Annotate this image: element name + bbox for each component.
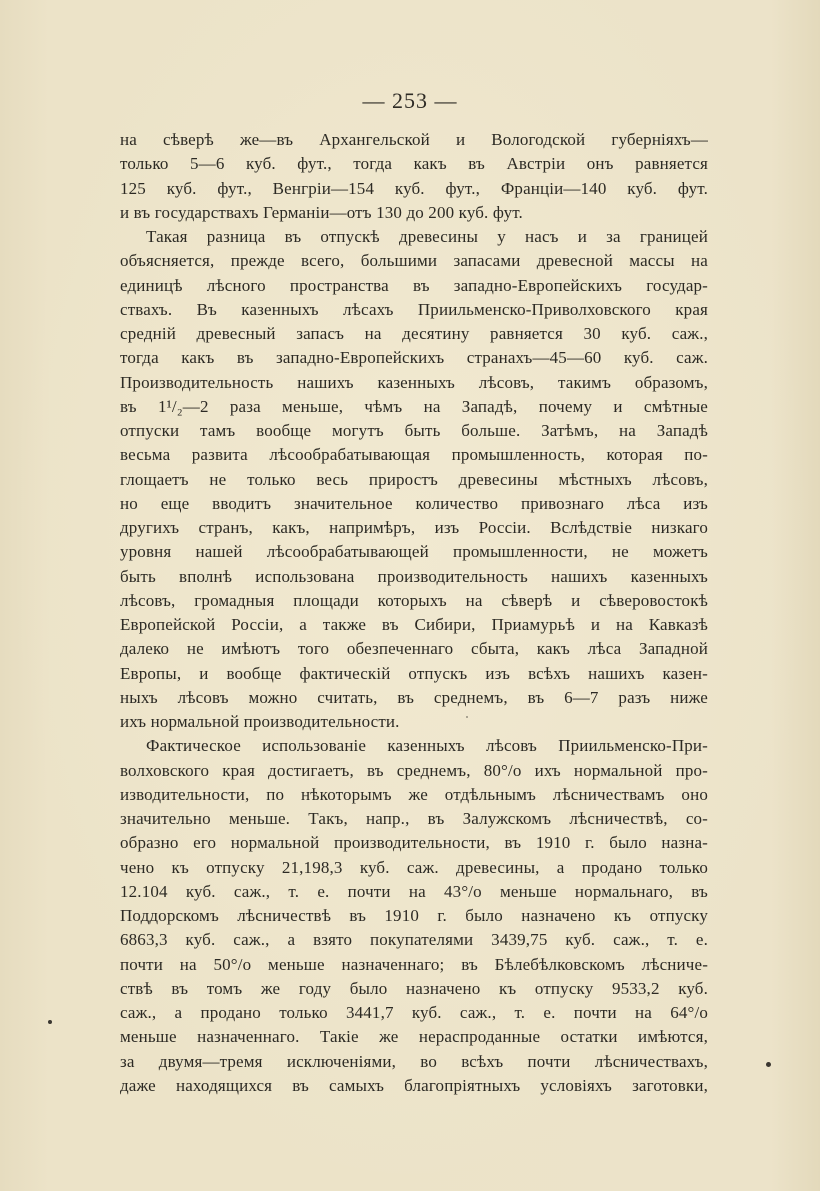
text-line: Производительность нашихъ казенныхъ лѣсовъ, такимъ образомъ, bbox=[120, 372, 708, 392]
text-line: единицѣ лѣсного пространства въ западно-Европейскихъ государ- bbox=[120, 275, 708, 295]
text-line: 12.104 куб. саж., т. е. почти на 43°/о меньше нормальнаго, въ bbox=[120, 881, 708, 901]
text-line: ствѣ въ томъ же году было назначено къ отпуску 9533,2 куб. bbox=[120, 978, 708, 998]
text-line: и въ государствахъ Германіи—отъ 130 до 200 куб. фут. bbox=[120, 202, 523, 222]
paragraph-2 bbox=[120, 225, 708, 734]
text-line: объясняется, прежде всего, большими запасами древесной массы на bbox=[120, 251, 708, 271]
text-line: Поддорскомъ лѣсничествѣ въ 1910 г. было назначено къ отпуску bbox=[120, 906, 708, 925]
ink-speck bbox=[766, 1062, 771, 1067]
text-line: весьма развита лѣсообрабатывающая промышленность, которая по- bbox=[120, 445, 708, 465]
text-line: только 5—6 куб. фут., тогда какъ въ Австріи онъ равняется bbox=[120, 154, 708, 174]
text-line: ихъ нормальной производительности. bbox=[120, 712, 400, 731]
text-line: въ 1¹/₂—2 раза меньше, чѣмъ на Западѣ, почему и смѣтные bbox=[120, 396, 708, 416]
text-line: другихъ странъ, какъ, напримѣръ, изъ Россіи. Вслѣдствіе низкаго bbox=[120, 518, 708, 537]
text-line: даже находящихся въ самыхъ благопріятныхъ условіяхъ заготовки, bbox=[120, 1075, 708, 1095]
text-line: 125 куб. фут., Венгріи—154 куб. фут., Франціи—140 куб. фут. bbox=[120, 178, 708, 198]
text-line: далеко не имѣютъ того обезпеченнаго сбыта, какъ лѣса Западной bbox=[120, 639, 708, 659]
text-line: средній древесный запасъ на десятину равняется 30 куб. саж., bbox=[120, 324, 708, 343]
text-line: за двумя—тремя исключеніями, во всѣхъ почти лѣсничествахъ, bbox=[120, 1051, 708, 1071]
text-line: 6863,3 куб. саж., а взято покупателями 3439,75 куб. саж., т. е. bbox=[120, 930, 708, 950]
text-line: почти на 50°/о меньше назначеннаго; въ Бѣлебѣлковскомъ лѣсниче- bbox=[120, 954, 708, 974]
text-line: изводительности, по нѣкоторымъ же отдѣльнымъ лѣсничествамъ оно bbox=[120, 784, 708, 804]
text-line: лѣсовъ, громадныя площади которыхъ на сѣверѣ и сѣверовостокѣ bbox=[120, 590, 708, 610]
text-line: саж., а продано только 3441,7 куб. саж., т. е. почти на 64°/о bbox=[120, 1003, 708, 1022]
text-line: Такая разница въ отпускѣ древесины у насъ и за границей bbox=[146, 227, 708, 246]
ink-speck bbox=[48, 1020, 52, 1024]
ink-speck bbox=[466, 716, 468, 718]
text-line: глощаетъ не только весь приростъ древесины мѣстныхъ лѣсовъ, bbox=[120, 469, 708, 489]
text-line: уровня нашей лѣсообрабатывающей промышленности, не можетъ bbox=[120, 542, 708, 562]
text-line: Фактическое использованіе казенныхъ лѣсовъ Приильменско-При- bbox=[146, 736, 708, 756]
text-line: ствахъ. Въ казенныхъ лѣсахъ Приильменско-Приволховского края bbox=[120, 299, 708, 319]
text-line: Европейской Россіи, а также въ Сибири, Приамурьѣ и на Кавказѣ bbox=[120, 615, 708, 634]
text-line: Европы, и вообще фактическій отпускъ изъ всѣхъ нашихъ казен- bbox=[120, 663, 708, 683]
text-line: тогда какъ въ западно-Европейскихъ странахъ—45—60 куб. саж. bbox=[120, 348, 708, 368]
text-line: ныхъ лѣсовъ можно считать, въ среднемъ, въ 6—7 разъ ниже bbox=[120, 687, 708, 707]
text-line: но еще вводитъ значительное количество привознаго лѣса изъ bbox=[120, 493, 708, 513]
paragraph-1 bbox=[120, 128, 708, 225]
paragraph-3 bbox=[120, 734, 708, 1098]
text-line: меньше назначеннаго. Такіе же нераспроданные остатки имѣются, bbox=[120, 1027, 708, 1047]
text-line: чено къ отпуску 21,198,3 куб. саж. древесины, а продано только bbox=[120, 857, 708, 877]
text-line: образно его нормальной производительности, въ 1910 г. было назна- bbox=[120, 833, 708, 853]
text-line: на сѣверѣ же—въ Архангельской и Вологодской губерніяхъ— bbox=[120, 130, 708, 149]
page-number: — 253 — bbox=[362, 88, 458, 113]
body-text bbox=[120, 128, 708, 1098]
text-line: отпуски тамъ вообще могутъ быть больше. Затѣмъ, на Западѣ bbox=[120, 421, 708, 440]
text-line: значительно меньше. Такъ, напр., въ Залужскомъ лѣсничествѣ, со- bbox=[120, 809, 708, 828]
text-line: волховского края достигаетъ, въ среднемъ, 80°/о ихъ нормальной про- bbox=[120, 760, 708, 780]
text-line: быть вполнѣ использована производительность нашихъ казенныхъ bbox=[120, 566, 708, 586]
